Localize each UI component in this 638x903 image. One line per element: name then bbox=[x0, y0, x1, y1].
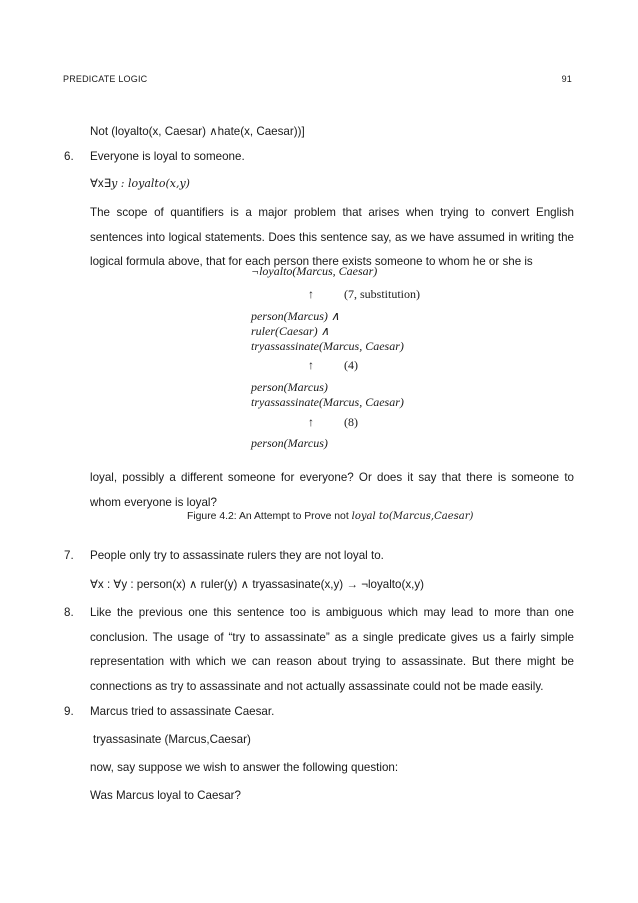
formula: tryassasinate (Marcus,Caesar) bbox=[93, 733, 251, 746]
figure-caption bbox=[187, 511, 473, 522]
page-number: 91 bbox=[561, 74, 572, 84]
up-arrow-icon: ↑ bbox=[308, 415, 314, 429]
proof-step bbox=[308, 415, 358, 430]
goal-text: person(Marcus) bbox=[251, 436, 328, 450]
running-header: PREDICATE LOGIC bbox=[63, 74, 148, 84]
step-reason: (8) bbox=[344, 415, 358, 429]
proof-goal bbox=[251, 309, 340, 323]
proof-goal bbox=[251, 324, 329, 338]
proof-goal bbox=[251, 380, 328, 394]
proof-goal bbox=[251, 436, 328, 450]
proof-goal bbox=[251, 395, 404, 409]
proof-step bbox=[308, 287, 421, 302]
question: Was Marcus loyal to Caesar? bbox=[90, 789, 241, 802]
up-arrow-icon: ↑ bbox=[308, 287, 314, 301]
step-reason: (4) bbox=[344, 358, 358, 372]
paragraph: loyal, possibly a different someone for everyone? Or does it say that there is someone to whom everyone is loyal? bbox=[90, 471, 574, 509]
up-arrow-icon: ↑ bbox=[308, 358, 314, 372]
item-statement: Everyone is loyal to someone. bbox=[90, 150, 245, 163]
item-number: 8. bbox=[64, 606, 74, 619]
formula-quantifiers: ∀x∃ bbox=[90, 177, 112, 190]
step-reason: (7, substitution) bbox=[344, 287, 421, 301]
paragraph: Like the previous one this sentence too is ambiguous which may lead to more than one conclusion. The usage of “try to assassinate” as a single predicate gives us a fairly simple representation with which we can reason about trying to assassinate. But there might be connections as try to assassinate and not actually assassinate could not be made easily. bbox=[90, 606, 574, 693]
goal-text: ¬loyalto(Marcus, Caesar) bbox=[251, 264, 378, 278]
goal-text: ruler(Caesar) ∧ bbox=[251, 324, 330, 338]
text-line: Not (loyalto(x, Caesar) ∧hate(x, Caesar))] bbox=[90, 125, 305, 138]
goal-text: tryassassinate(Marcus, Caesar) bbox=[251, 339, 404, 353]
item-statement: People only try to assassinate rulers they are not loyal to. bbox=[90, 549, 384, 562]
goal-text: tryassassinate(Marcus, Caesar) bbox=[251, 395, 404, 409]
paragraph: The scope of quantifiers is a major problem that arises when trying to convert English sentences into logical statements. Does this sentence say, as we have assumed in writing the logical formula above, that for each person there exists someone to whom he or she is bbox=[90, 206, 574, 268]
item-number: 7. bbox=[64, 549, 74, 562]
goal-text: person(Marcus) ∧ bbox=[251, 309, 340, 323]
formula: ∀x : ∀y : person(x) ∧ ruler(y) ∧ tryassasinate(x,y) → ¬loyalto(x,y) bbox=[90, 578, 425, 591]
proof-goal bbox=[251, 339, 404, 353]
proof-step bbox=[308, 358, 358, 373]
text-line: now, say suppose we wish to answer the following question: bbox=[90, 761, 399, 774]
caption-script: loyal to(Marcus,Caesar) bbox=[351, 511, 474, 522]
proof-goal bbox=[251, 264, 377, 278]
formula-script: y : loyalto(x,y) bbox=[111, 177, 190, 190]
item-number: 6. bbox=[64, 150, 74, 163]
goal-text: person(Marcus) bbox=[251, 380, 328, 394]
caption-text: Figure 4.2: An Attempt to Prove not bbox=[187, 511, 352, 522]
item-statement: Marcus tried to assassinate Caesar. bbox=[90, 705, 275, 718]
item-number: 9. bbox=[64, 705, 74, 718]
formula bbox=[90, 177, 190, 191]
